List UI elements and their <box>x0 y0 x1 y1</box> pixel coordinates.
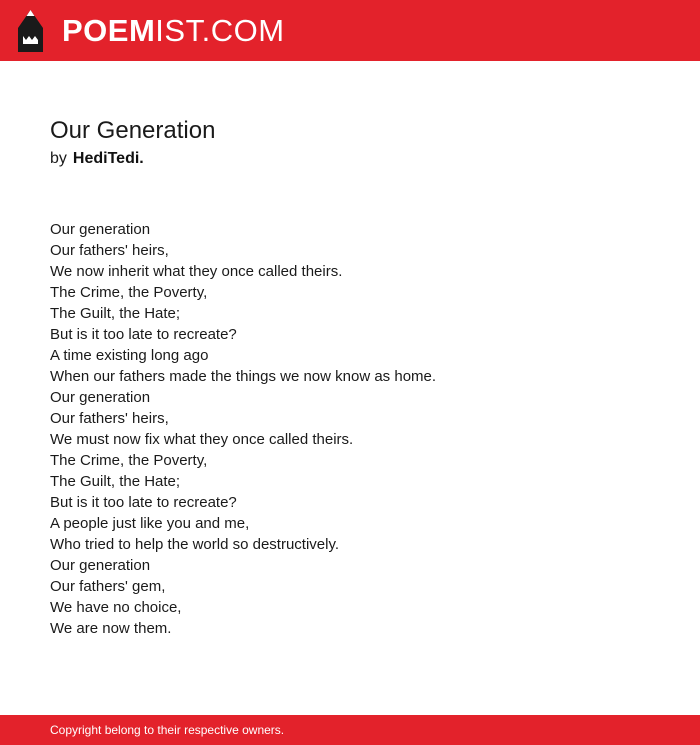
logo-bold-text: POEM <box>62 13 156 48</box>
poem-line: The Crime, the Poverty, <box>50 452 208 469</box>
poem-line: We now inherit what they once called theirs. <box>50 263 343 280</box>
by-label: by <box>50 150 67 167</box>
poem-line: We must now fix what they once called theirs. <box>50 431 354 448</box>
logo-light-text: IST.COM <box>155 13 285 48</box>
poem-line: Our generation <box>50 389 151 406</box>
poem-line: Our fathers' heirs, <box>50 410 169 427</box>
poem-line: Our fathers' gem, <box>50 578 166 595</box>
poem-line: The Crime, the Poverty, <box>50 284 208 301</box>
poem-line: Our fathers' heirs, <box>50 242 169 259</box>
poem-body <box>50 219 670 639</box>
poem-line: Who tried to help the world so destructively. <box>50 536 340 553</box>
poem-line: But is it too late to recreate? <box>50 326 237 343</box>
pencil-tip-icon[interactable] <box>18 10 43 52</box>
poem-line: A people just like you and me, <box>50 515 250 532</box>
poem-title: Our Generation <box>50 117 216 144</box>
poem-line: Our generation <box>50 557 151 574</box>
poem-line: We are now them. <box>50 620 172 637</box>
poem-line: The Guilt, the Hate; <box>50 305 181 322</box>
poem-line: A time existing long ago <box>50 347 209 364</box>
poem-line: But is it too late to recreate? <box>50 494 237 511</box>
site-logo[interactable] <box>62 15 285 46</box>
poem-line: When our fathers made the things we now know as home. <box>50 368 437 385</box>
poem-line: Our generation <box>50 221 151 238</box>
poem-container <box>50 116 670 639</box>
copyright-text: Copyright belong to their respective owners. <box>50 723 285 737</box>
poem-byline <box>50 149 670 169</box>
poem-line: We have no choice, <box>50 599 182 616</box>
site-footer <box>0 715 700 745</box>
poem-line: The Guilt, the Hate; <box>50 473 181 490</box>
author-name[interactable]: HediTedi. <box>72 150 144 167</box>
site-header <box>0 0 700 61</box>
